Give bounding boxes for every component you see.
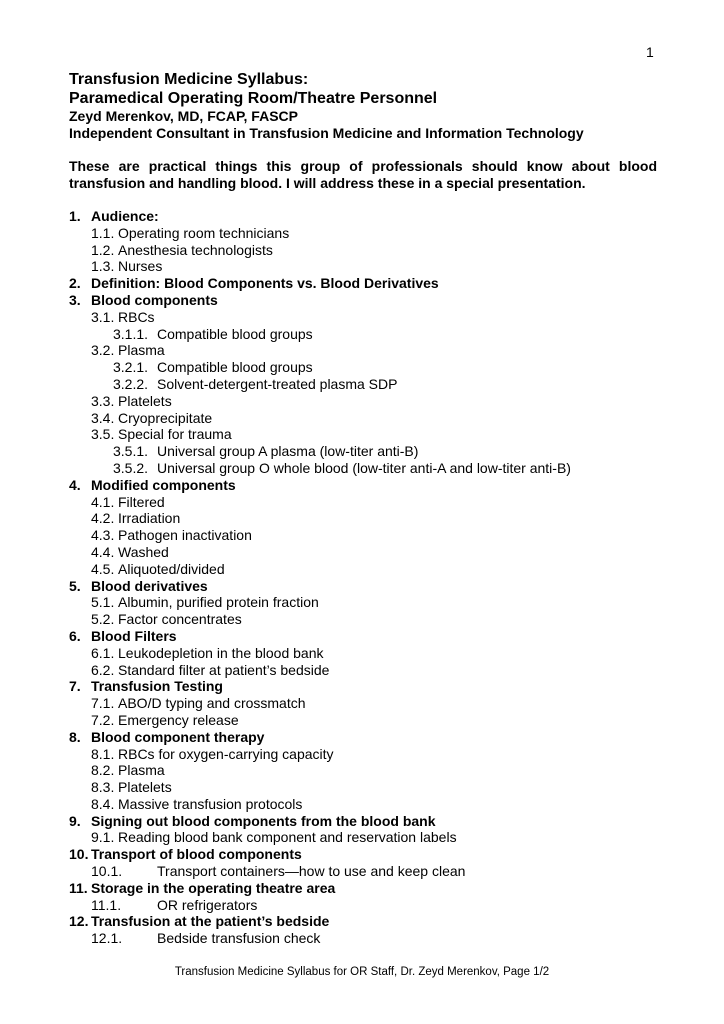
outline-number: 6.2. (91, 661, 115, 678)
outline-number: 8.3. (91, 779, 115, 796)
outline-subsection (69, 410, 669, 427)
outline-text: Bedside transfusion check (157, 930, 321, 947)
outline-number: 4.2. (91, 510, 115, 527)
outline-text: Anesthesia technologists (118, 241, 273, 258)
outline-text: Leukodepletion in the blood bank (118, 644, 324, 661)
outline-number: 9. (69, 812, 81, 829)
outline-section (69, 913, 669, 930)
outline-number: 1.3. (91, 258, 115, 275)
outline-text: Platelets (118, 779, 172, 796)
outline-text: Universal group A plasma (low-titer anti-B) (157, 443, 419, 460)
outline-subsection (69, 796, 669, 813)
author-name: Zeyd Merenkov, MD, FCAP, FASCP (69, 108, 298, 124)
document-title: Transfusion Medicine Syllabus: (69, 71, 309, 88)
outline-number: 6.1. (91, 644, 115, 661)
outline-subsection (69, 426, 669, 443)
outline-number: 8.4. (91, 795, 115, 812)
page-number: 1 (646, 44, 654, 60)
outline-subsubsection (69, 326, 669, 343)
outline-text: Emergency release (118, 711, 239, 728)
outline-subsection (69, 527, 669, 544)
outline-number: 3.5.1. (113, 443, 149, 460)
outline-number: 3.1.1. (113, 325, 149, 342)
outline-number: 11. (69, 879, 88, 896)
outline-text: Aliquoted/divided (118, 560, 225, 577)
syllabus-outline (69, 208, 669, 947)
outline-subsection (69, 712, 669, 729)
outline-text: Modified components (91, 476, 236, 493)
outline-number: 3.2.2. (113, 375, 149, 392)
outline-text: Compatible blood groups (157, 359, 313, 376)
outline-number: 3.2. (91, 342, 115, 359)
outline-subsubsection (69, 443, 669, 460)
outline-section (69, 208, 669, 225)
outline-subsection (69, 342, 669, 359)
outline-number: 3.2.1. (113, 359, 149, 376)
outline-subsection (69, 242, 669, 259)
outline-subsection (69, 695, 669, 712)
outline-number: 2. (69, 275, 81, 292)
outline-section (69, 578, 669, 595)
outline-number: 12.1. (91, 930, 123, 947)
outline-section (69, 880, 669, 897)
outline-text: Audience: (91, 208, 159, 224)
outline-text: Solvent-detergent-treated plasma SDP (157, 375, 398, 392)
outline-subsection (69, 779, 669, 796)
outline-subsection (69, 258, 669, 275)
outline-text: Signing out blood components from the blood bank (91, 812, 436, 829)
outline-number: 5.1. (91, 594, 115, 611)
outline-number: 3.5.2. (113, 459, 149, 476)
outline-number: 3.1. (91, 308, 115, 325)
outline-subsubsection (69, 460, 669, 477)
outline-number: 3.4. (91, 409, 115, 426)
outline-subsection (69, 510, 669, 527)
outline-subsection (69, 662, 669, 679)
outline-subsection (69, 930, 669, 947)
outline-subsection (69, 897, 669, 914)
outline-number: 9.1. (91, 829, 115, 846)
outline-section (69, 628, 669, 645)
outline-number: 10. (69, 846, 89, 863)
outline-text: Transfusion at the patient’s bedside (91, 913, 330, 930)
outline-text: Plasma (118, 762, 165, 779)
outline-text: Massive transfusion protocols (118, 795, 303, 812)
outline-number: 1.2. (91, 241, 115, 258)
outline-number: 5.2. (91, 611, 115, 628)
outline-text: Definition: Blood Components vs. Blood Derivatives (91, 275, 439, 292)
outline-text: Irradiation (118, 510, 181, 527)
outline-number: 5. (69, 577, 81, 594)
outline-text: Storage in the operating theatre area (91, 879, 336, 896)
outline-section (69, 275, 669, 292)
outline-number: 7.1. (91, 695, 115, 712)
outline-number: 4.3. (91, 527, 115, 544)
outline-text: Transport of blood components (91, 846, 302, 863)
outline-text: Blood derivatives (91, 577, 208, 594)
outline-number: 7. (69, 678, 81, 695)
outline-subsection (69, 225, 669, 242)
outline-subsection (69, 746, 669, 763)
outline-text: Pathogen inactivation (118, 527, 252, 544)
outline-number: 1.1. (91, 224, 115, 241)
outline-number: 12. (69, 913, 89, 930)
outline-text: Transport containers—how to use and keep clean (157, 863, 466, 880)
outline-number: 10.1. (91, 863, 123, 880)
outline-subsection (69, 863, 669, 880)
outline-section (69, 846, 669, 863)
outline-subsection (69, 645, 669, 662)
outline-number: 8.2. (91, 762, 115, 779)
outline-number: 8. (69, 728, 81, 745)
outline-subsection (69, 594, 669, 611)
outline-subsection (69, 561, 669, 578)
outline-text: RBCs (118, 308, 155, 325)
outline-section (69, 729, 669, 746)
outline-text: Platelets (118, 392, 172, 409)
outline-text: Reading blood bank component and reservation labels (118, 829, 457, 846)
outline-text: Compatible blood groups (157, 325, 313, 342)
outline-number: 4.5. (91, 560, 115, 577)
outline-text: Standard filter at patient’s bedside (118, 661, 330, 678)
page-footer: Transfusion Medicine Syllabus for OR Staff, Dr. Zeyd Merenkov, Page 1/2 (174, 966, 550, 978)
outline-number: 4. (69, 476, 81, 493)
outline-subsection (69, 393, 669, 410)
outline-text: Filtered (118, 493, 165, 510)
outline-text: Cryoprecipitate (118, 409, 213, 426)
outline-text: OR refrigerators (157, 896, 258, 913)
outline-number: 4.1. (91, 493, 115, 510)
intro-paragraph: These are practical things this group of professionals should know about blood transfusion and handling blood. I will address these in a special presentation. (69, 158, 657, 191)
outline-subsection (69, 611, 669, 628)
outline-subsubsection (69, 359, 669, 376)
outline-text: Blood components (91, 291, 218, 308)
document-header (69, 70, 659, 142)
outline-text: Plasma (118, 342, 165, 359)
outline-number: 4.4. (91, 543, 115, 560)
outline-text: Albumin, purified protein fraction (118, 594, 319, 611)
outline-number: 3. (69, 291, 81, 308)
outline-text: Nurses (118, 258, 163, 275)
outline-text: Washed (118, 543, 169, 560)
outline-subsection (69, 829, 669, 846)
outline-subsection (69, 544, 669, 561)
outline-number: 3.5. (91, 426, 115, 443)
outline-subsection (69, 494, 669, 511)
outline-text: Universal group O whole blood (low-titer anti-A and low-titer anti-B) (157, 459, 571, 476)
outline-text: Transfusion Testing (91, 678, 223, 695)
author-affiliation: Independent Consultant in Transfusion Medicine and Information Technology (69, 125, 584, 141)
outline-section (69, 813, 669, 830)
outline-number: 7.2. (91, 711, 115, 728)
outline-text: Blood Filters (91, 627, 177, 644)
outline-number: 6. (69, 627, 81, 644)
document-subtitle: Paramedical Operating Room/Theatre Personnel (69, 90, 438, 107)
outline-section (69, 292, 669, 309)
outline-text: Blood component therapy (91, 728, 265, 745)
outline-number: 3.3. (91, 392, 115, 409)
outline-text: ABO/D typing and crossmatch (118, 695, 306, 712)
outline-number: 8.1. (91, 745, 115, 762)
outline-section (69, 678, 669, 695)
outline-subsubsection (69, 376, 669, 393)
outline-number: 1. (69, 208, 81, 224)
outline-text: Operating room technicians (118, 224, 290, 241)
outline-text: Special for trauma (118, 426, 232, 443)
outline-text: RBCs for oxygen-carrying capacity (118, 745, 334, 762)
outline-subsection (69, 762, 669, 779)
outline-section (69, 477, 669, 494)
outline-subsection (69, 309, 669, 326)
outline-number: 11.1. (91, 896, 122, 913)
outline-text: Factor concentrates (118, 611, 242, 628)
